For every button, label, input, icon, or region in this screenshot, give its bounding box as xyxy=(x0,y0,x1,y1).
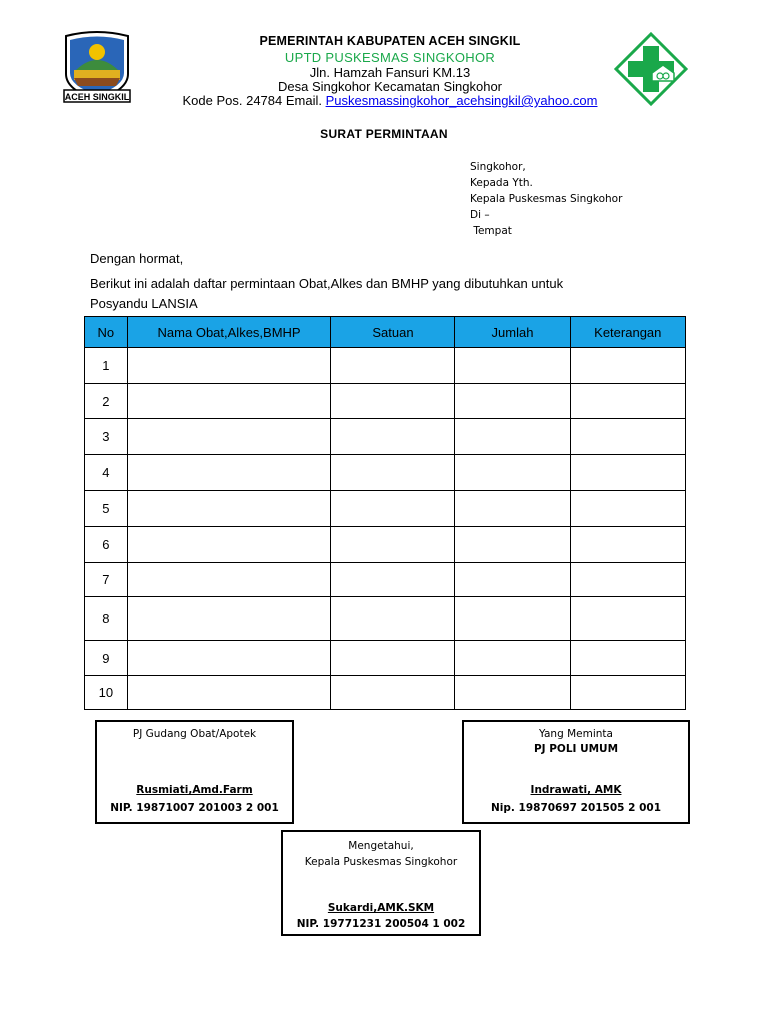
signer-name: Indrawati, AMK xyxy=(530,784,622,796)
unit-cell[interactable] xyxy=(331,527,455,563)
request-table xyxy=(84,316,686,710)
col-header-quantity: Jumlah xyxy=(455,317,570,348)
notes-cell[interactable] xyxy=(570,527,685,563)
table-row xyxy=(85,348,686,384)
signer-nip: Nip. 19870697 201505 2 001 xyxy=(490,802,662,814)
table-row xyxy=(85,563,686,597)
row-number: 2 xyxy=(85,384,128,419)
row-number: 5 xyxy=(85,491,128,527)
quantity-cell[interactable] xyxy=(455,455,570,491)
approval-label: Mengetahui, xyxy=(348,840,414,852)
unit-cell[interactable] xyxy=(331,348,455,384)
row-number: 6 xyxy=(85,527,128,563)
aceh-singkil-logo xyxy=(62,30,132,106)
item-name-cell[interactable] xyxy=(127,348,331,384)
notes-cell[interactable] xyxy=(570,491,685,527)
row-number: 9 xyxy=(85,641,128,676)
table-row xyxy=(85,527,686,563)
quantity-cell[interactable] xyxy=(455,384,570,419)
item-name-cell[interactable] xyxy=(127,419,331,455)
row-number: 10 xyxy=(85,676,128,710)
unit-cell[interactable] xyxy=(331,641,455,676)
quantity-cell[interactable] xyxy=(455,491,570,527)
item-name-cell[interactable] xyxy=(127,491,331,527)
notes-cell[interactable] xyxy=(570,348,685,384)
signer-title: PJ Gudang Obat/Apotek xyxy=(132,728,257,740)
unit-cell[interactable] xyxy=(331,419,455,455)
request-purpose: Posyandu LANSIA xyxy=(90,296,198,311)
header-street: Jln. Hamzah Fansuri KM.13 xyxy=(309,65,471,80)
header-village: Desa Singkohor Kecamatan Singkohor xyxy=(277,79,503,94)
health-cross-icon xyxy=(614,32,688,106)
notes-cell[interactable] xyxy=(570,455,685,491)
address-recipient: Kepala Puskesmas Singkohor xyxy=(470,193,623,205)
item-name-cell[interactable] xyxy=(127,641,331,676)
col-header-notes: Keterangan xyxy=(570,317,685,348)
item-name-cell[interactable] xyxy=(127,563,331,597)
signer-unit: PJ POLI UMUM xyxy=(533,743,619,755)
header-contact xyxy=(160,93,620,108)
signer-nip: NIP. 19771231 200504 1 002 xyxy=(296,918,466,930)
unit-cell[interactable] xyxy=(331,563,455,597)
row-number: 8 xyxy=(85,597,128,641)
address-at: Di – xyxy=(470,209,490,221)
row-number: 3 xyxy=(85,419,128,455)
quantity-cell[interactable] xyxy=(455,527,570,563)
unit-cell[interactable] xyxy=(331,491,455,527)
address-to: Kepada Yth. xyxy=(470,177,533,189)
unit-cell[interactable] xyxy=(331,384,455,419)
puskesmas-logo xyxy=(614,32,688,106)
table-row xyxy=(85,597,686,641)
unit-cell[interactable] xyxy=(331,597,455,641)
row-number: 4 xyxy=(85,455,128,491)
signer-nip: NIP. 19871007 201003 2 001 xyxy=(110,802,279,814)
address-place: Singkohor, xyxy=(470,161,526,173)
item-name-cell[interactable] xyxy=(127,527,331,563)
signer-title: Yang Meminta xyxy=(539,728,613,740)
row-number: 1 xyxy=(85,348,128,384)
quantity-cell[interactable] xyxy=(455,419,570,455)
quantity-cell[interactable] xyxy=(455,641,570,676)
header-uptd: UPTD PUSKESMAS SINGKOHOR xyxy=(284,50,496,65)
col-header-item-name: Nama Obat,Alkes,BMHP xyxy=(127,317,331,348)
logo-caption: ACEH SINGKIL xyxy=(64,92,130,102)
signature-box-head xyxy=(281,830,481,936)
signer-name: Rusmiati,Amd.Farm xyxy=(136,784,253,796)
table-row xyxy=(85,641,686,676)
quantity-cell[interactable] xyxy=(455,563,570,597)
quantity-cell[interactable] xyxy=(455,348,570,384)
item-name-cell[interactable] xyxy=(127,455,331,491)
header-government: PEMERINTAH KABUPATEN ACEH SINGKIL xyxy=(259,34,521,48)
unit-cell[interactable] xyxy=(331,676,455,710)
greeting-text: Dengan hormat, xyxy=(90,251,184,266)
unit-cell[interactable] xyxy=(331,455,455,491)
notes-cell[interactable] xyxy=(570,384,685,419)
signature-box-requester xyxy=(462,720,690,824)
quantity-cell[interactable] xyxy=(455,597,570,641)
table-row xyxy=(85,419,686,455)
document-title: SURAT PERMINTAAN xyxy=(320,127,448,141)
signer-title: Kepala Puskesmas Singkohor xyxy=(304,856,458,868)
item-name-cell[interactable] xyxy=(127,384,331,419)
notes-cell[interactable] xyxy=(570,419,685,455)
address-place-line: Tempat xyxy=(470,225,512,237)
request-paragraph: Berikut ini adalah daftar permintaan Obat,Alkes dan BMHP yang dibutuhkan untuk xyxy=(90,276,564,291)
email-link[interactable]: Puskesmassingkohor_acehsingkil@yahoo.com xyxy=(325,93,598,108)
col-header-unit: Satuan xyxy=(331,317,455,348)
quantity-cell[interactable] xyxy=(455,676,570,710)
notes-cell[interactable] xyxy=(570,641,685,676)
table-row xyxy=(85,455,686,491)
notes-cell[interactable] xyxy=(570,563,685,597)
item-name-cell[interactable] xyxy=(127,676,331,710)
notes-cell[interactable] xyxy=(570,676,685,710)
table-row xyxy=(85,491,686,527)
item-name-cell[interactable] xyxy=(127,597,331,641)
signature-box-pharmacy xyxy=(95,720,294,824)
postal-code-text: Kode Pos. 24784 Email. xyxy=(182,93,326,108)
signer-name: Sukardi,AMK.SKM xyxy=(327,902,435,914)
notes-cell[interactable] xyxy=(570,597,685,641)
table-header-row xyxy=(85,317,686,348)
table-row xyxy=(85,676,686,710)
col-header-no: No xyxy=(85,317,128,348)
row-number: 7 xyxy=(85,563,128,597)
table-row xyxy=(85,384,686,419)
